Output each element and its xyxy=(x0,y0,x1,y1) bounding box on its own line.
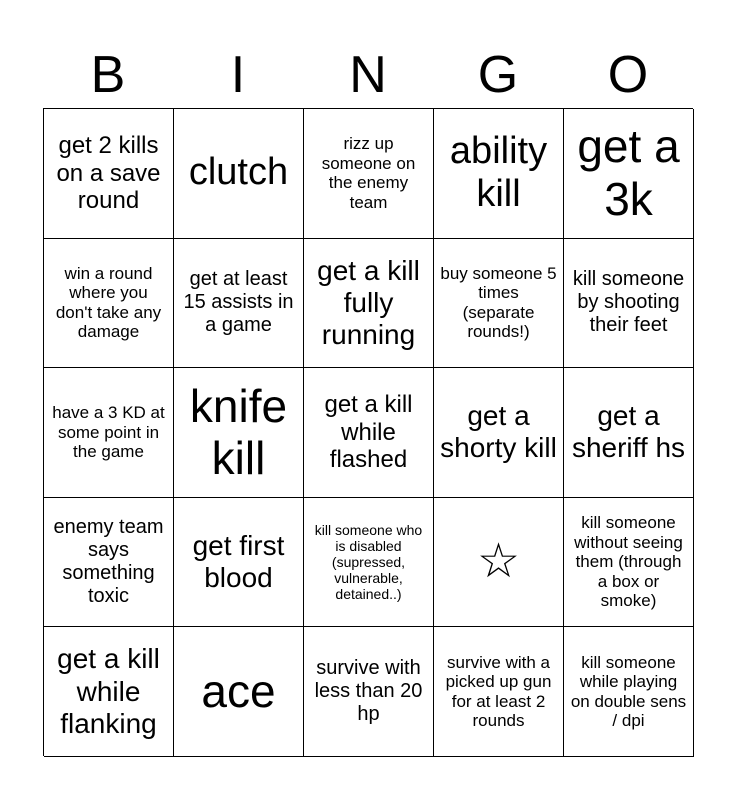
header-letter-b: B xyxy=(90,46,126,104)
bingo-cell[interactable]: get a kill fully running xyxy=(304,239,434,369)
bingo-header xyxy=(43,42,693,108)
bingo-cell[interactable]: clutch xyxy=(174,109,304,239)
header-letter-i: I xyxy=(230,46,246,104)
bingo-cell[interactable]: ability kill xyxy=(434,109,564,239)
bingo-cell[interactable]: get a shorty kill xyxy=(434,368,564,498)
bingo-cell[interactable]: get a kill while flashed xyxy=(304,368,434,498)
bingo-cell[interactable]: kill someone by shooting their feet xyxy=(564,239,694,369)
bingo-cell[interactable]: get a 3k xyxy=(564,109,694,239)
bingo-cell[interactable]: survive with less than 20 hp xyxy=(304,627,434,757)
bingo-cell[interactable]: win a round where you don't take any damage xyxy=(44,239,174,369)
bingo-cell[interactable]: buy someone 5 times (separate rounds!) xyxy=(434,239,564,369)
header-letter-o: O xyxy=(607,46,649,104)
bingo-grid xyxy=(43,108,693,756)
bingo-cell[interactable]: get a kill while flanking xyxy=(44,627,174,757)
bingo-cell[interactable]: get first blood xyxy=(174,498,304,628)
bingo-cell[interactable]: ace xyxy=(174,627,304,757)
bingo-cell[interactable]: knife kill xyxy=(174,368,304,498)
bingo-cell[interactable]: kill someone who is disabled (supressed, vulnerable, detained..) xyxy=(304,498,434,628)
header-letter-g: G xyxy=(477,46,519,104)
bingo-cell[interactable]: get a sheriff hs xyxy=(564,368,694,498)
star-icon[interactable]: ☆ xyxy=(434,498,564,628)
bingo-cell[interactable]: rizz up someone on the enemy team xyxy=(304,109,434,239)
bingo-cell[interactable]: kill someone while playing on double sens / dpi xyxy=(564,627,694,757)
bingo-cell[interactable]: survive with a picked up gun for at least 2 rounds xyxy=(434,627,564,757)
bingo-cell[interactable]: get 2 kills on a save round xyxy=(44,109,174,239)
bingo-cell[interactable]: get at least 15 assists in a game xyxy=(174,239,304,369)
header-letter-n: N xyxy=(349,46,387,104)
bingo-cell[interactable]: kill someone without seeing them (through a box or smoke) xyxy=(564,498,694,628)
bingo-cell[interactable]: have a 3 KD at some point in the game xyxy=(44,368,174,498)
bingo-cell[interactable]: enemy team says something toxic xyxy=(44,498,174,628)
